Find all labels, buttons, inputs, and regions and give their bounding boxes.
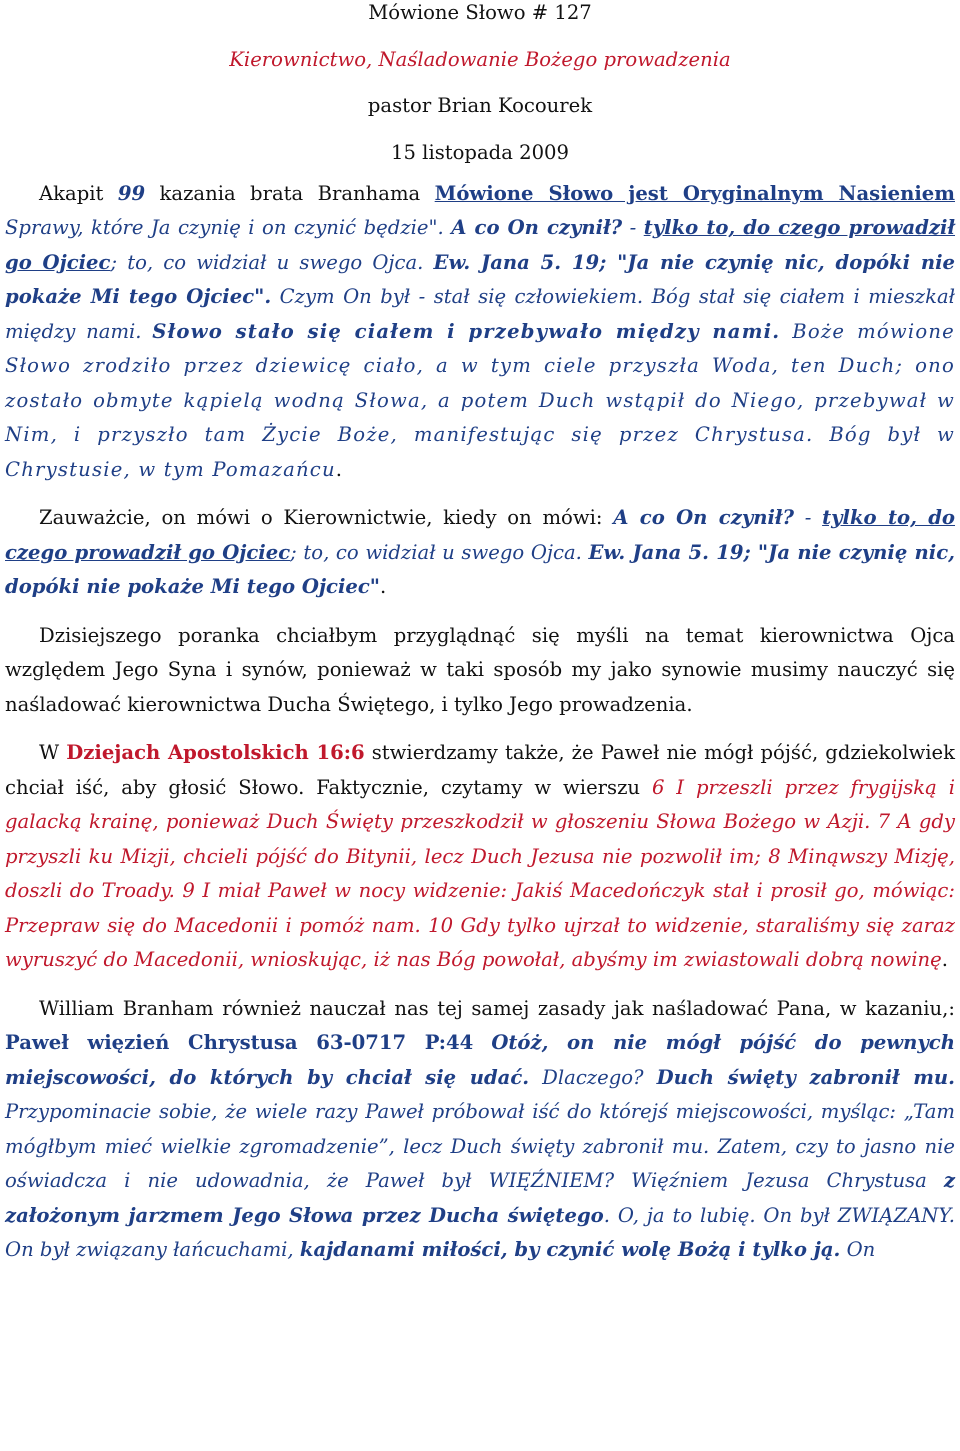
p2-quote-bold: A co On czynił? xyxy=(613,506,794,530)
scripture-ref-acts: Dziejach Apostolskich 16:6 xyxy=(66,741,365,765)
sermon-ref-paul-prisoner: Paweł więzień Chrystusa 63-0717 P:44 xyxy=(5,1031,474,1055)
p2-quote: ; to, co widział u swego Ojca. xyxy=(290,540,589,564)
sermon-title: Kierownictwo, Naśladowanie Bożego prowadzenia xyxy=(229,47,731,71)
p5-quote: Przypominacie sobie, że wiele razy Paweł próbował iść do którejś miejscowości, myśląc: „Tam mógłbym mieć wielkie zgromadzenie”, lecz Duch święty zabronił mu. Zatem, czy to jasno nie oświadcza i nie udowadnia, że Paweł był WIĘŹNIEM? Więźniem Jezusa Chrystusa xyxy=(5,1100,955,1193)
sermon-link-spoken-word[interactable]: Mówione Słowo jest Oryginalnym Nasieniem xyxy=(434,181,955,205)
p2-quote: - xyxy=(793,506,823,530)
p5-quote-bold: Duch święty zabronił mu. xyxy=(656,1065,956,1089)
p2-scripture-john: Ew. Jana 5. 19; "Ja nie czynię nic, dopóki nie pokaże Mi tego Ojciec" xyxy=(5,540,955,599)
speaker: pastor Brian Kocourek xyxy=(367,94,593,118)
p5-quote: . O, ja to lubię. On był ZWIĄZANY. On był związany łańcuchami, xyxy=(5,1203,955,1262)
p4-scripture-quote: 6 I przeszli przez frygijską i galacką krainę, ponieważ Duch Święty przeszkodził w głoszeniu Słowa Bożego w Azji. 7 A gdy przyszli ku Mizji, chcieli pójść do Bitynii, lecz Duch Jezusa nie pozwolił im; 8 Minąwszy Mizję, doszli do Troady. 9 I miał Paweł w nocy widzenie: Jakiś Macedończyk stał i prosił go, mówiąc: Przepraw się do Macedonii i pomóż nam. 10 Gdy tylko ujrzał to widzenie, staraliśmy się zaraz wyruszyć do Macedonii, wnioskując, iż nas Bóg powołał, abyśmy im zwiastowali dobrą nowinę xyxy=(5,775,955,972)
p5-quote: Dlaczego? xyxy=(529,1065,657,1089)
p1-text: . xyxy=(335,457,343,481)
p1-quote: ; to, co widział u swego Ojca. xyxy=(110,250,434,274)
p5-text xyxy=(473,1031,491,1054)
paragraph-5 xyxy=(5,992,955,1268)
p1-quote: - xyxy=(622,216,644,240)
p1-text: Akapit xyxy=(39,181,118,205)
p2-quote-underlined: tylko to, do czego prowadził go Ojciec xyxy=(5,506,956,564)
series-title: Mówione Słowo # 127 xyxy=(368,1,592,24)
p1-quote-bold: A co On czynił? xyxy=(451,216,623,240)
p1-quote-underlined: tylko to, do czego prowadził go Ojciec xyxy=(5,216,956,274)
p1-quote: Czym On był - stał się człowiekiem. Bóg stał się ciałem i mieszkał między nami. xyxy=(5,285,955,343)
p5-quote-bold: z założonym jarzmem Jego Słowa przez Ducha świętego xyxy=(5,1169,955,1227)
p2-text: Zauważcie, on mówi o Kierownictwie, kiedy on mówi: xyxy=(39,506,614,530)
p2-text: . xyxy=(380,575,387,599)
p5-quote-bold: Otóż, on nie mógł pójść do pewnych miejscowości, do których by chciał się udać. xyxy=(5,1031,955,1089)
p5-quote-bold: kajdanami miłości, by czynić wolę Bożą i tylko ją. xyxy=(299,1238,841,1262)
p5-text: William Branham również nauczał nas tej samej zasady jak naśladować Pana, w kazaniu,: xyxy=(39,996,955,1020)
p4-text: stwierdzamy także, że Paweł nie mógł pójść, gdziekolwiek chciał iść, aby głosić Słowo. Faktycznie, czytamy w wierszu xyxy=(5,741,955,799)
paragraph-2 xyxy=(5,501,955,605)
p5-quote: On xyxy=(840,1238,876,1262)
p4-text: W xyxy=(39,741,67,765)
sermon-date: 15 listopada 2009 xyxy=(391,141,569,165)
paragraph-1 xyxy=(5,177,955,488)
paragraph-4 xyxy=(5,736,955,978)
p1-quote: Boże mówione Słowo zrodziło przez dziewicę ciało, a w tym ciele przyszła Woda, ten Duch; ono zostało obmyte kąpielą wodną Słowa, a potem Duch wstąpił do Niego, przebywał w Nim, i przyszło tam Życie Boże, manifestując się przez Chrystusa. Bóg był w Chrystusie, w tym Pomazańcu xyxy=(5,319,955,481)
p1-quote-bold: Słowo stało się ciałem i przebywało między nami. xyxy=(152,319,781,343)
p4-text: . xyxy=(941,948,948,972)
p1-scripture-john: Ew. Jana 5. 19; "Ja nie czynię nic, dopóki nie pokaże Mi tego Ojciec". xyxy=(5,250,955,309)
p1-paragraph-number: 99 xyxy=(117,181,146,205)
p1-quote: Sprawy, które Ja czynię i on czynić będzie". xyxy=(5,216,452,240)
p1-text: kazania brata Branhama xyxy=(145,181,435,205)
paragraph-3: Dzisiejszego poranka chciałbym przyglądnąć się myśli na temat kierownictwa Ojca względem Jego Syna i synów, ponieważ w taki sposób my jako synowie musimy nauczyć się naśladować kierownictwa Ducha Świętego, i tylko Jego prowadzenia. xyxy=(5,623,955,716)
